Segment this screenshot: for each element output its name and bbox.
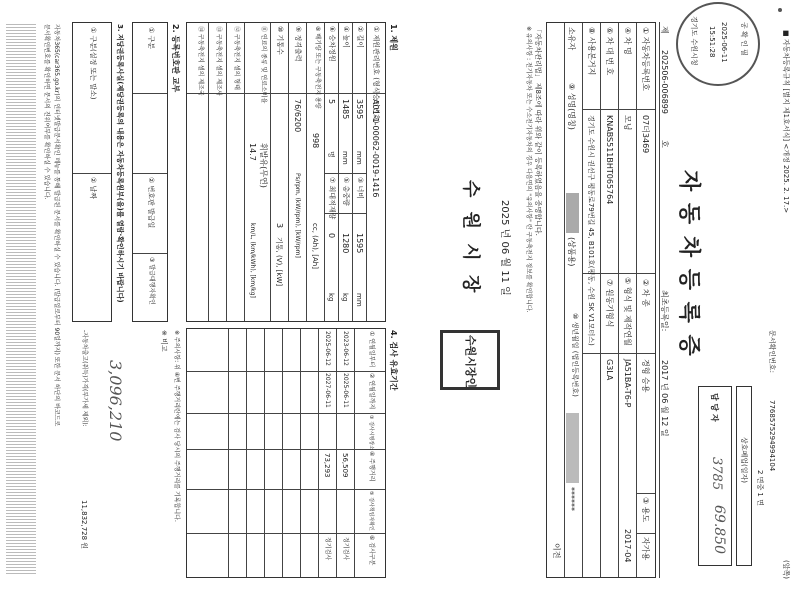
approval-value: A01-1-00062-0019-1416 xyxy=(371,99,380,198)
load-label: ⑦ 최대적재량 xyxy=(328,177,336,220)
displacement-value: 998 xyxy=(311,133,320,149)
capacity-value: 5 xyxy=(327,99,336,105)
plate-table xyxy=(132,22,168,322)
notice-line: ※ 유의사항 : 전기자동차 또는 수소전기자동차의 경우 다음면의 "유의사항" 란 구동축전지 정보를 확인합니다. xyxy=(525,26,532,313)
weight-label: ⑤ 총중량 xyxy=(342,177,350,206)
width-value: 1595 xyxy=(355,233,364,254)
assignee-code: 3785 xyxy=(709,457,724,491)
closure-stamp-text: 상호폐업(일자) xyxy=(740,437,748,484)
vin-value: KNABS511BHT065764 xyxy=(605,115,614,205)
unit-mm: mm xyxy=(355,293,363,307)
form-label: ⑤ 형식 및 제작연월 xyxy=(623,277,632,346)
section2-title: 2. 등록번호판 교부 xyxy=(171,24,180,93)
height-label: ④ 높이 xyxy=(342,26,350,49)
cylinders-label: ⑩ 기통수 xyxy=(276,26,284,55)
unit-mm: mm xyxy=(355,151,363,165)
barcode-strip xyxy=(6,24,36,576)
type-value: 경형 승용 xyxy=(641,359,650,393)
engine-value: G3LA xyxy=(605,359,614,381)
insp-col-kind: ⑥ 검사구분 xyxy=(368,535,375,566)
insp-row2-mileage: 73,293 xyxy=(323,453,331,478)
birth-value: ****** xyxy=(567,487,576,511)
price-label: -자동차출고(취득)가격(부가세 제외): xyxy=(81,330,88,427)
weight-value: 1280 xyxy=(341,233,350,254)
insp-row2-to: 2027-06-11 xyxy=(324,373,331,408)
spec-title: 1. 제원 xyxy=(389,24,398,51)
mortgage-col-kind: ① 구분(설정 또는 말소) xyxy=(89,27,97,100)
reg-no-label: 제 xyxy=(660,26,669,34)
mortgage-col-date: ② 날짜 xyxy=(89,177,97,200)
spec-table xyxy=(186,22,386,322)
type-label: ② 차 종 xyxy=(641,279,650,307)
page-info: 2 면중 1 면 xyxy=(756,470,764,506)
unit-kg: kg xyxy=(341,293,349,302)
section4-title: 4. 검사 유효기간 xyxy=(389,330,398,391)
insp-col-mileage: ④ 주행거리 xyxy=(368,451,375,482)
redacted-block xyxy=(566,193,579,233)
location-value: 경기도 수원시 권선구 평동로79번길 45, B101호(평동, 수원 SK V1모터스) xyxy=(587,115,595,346)
assignee-sign: 69.850 xyxy=(711,505,727,554)
fuel-label: ⑪ 연료의 종류 및 연료소비율 xyxy=(260,26,267,104)
document-title: 자 동 차 등 록 증 xyxy=(676,170,701,358)
vin-label: ⑥ 차 대 번 호 xyxy=(605,27,614,76)
insp-row2-from: 2025-06-12 xyxy=(324,331,331,366)
closure-stamp xyxy=(736,386,752,566)
engine-label: ⑦ 원동기형식 xyxy=(605,279,614,328)
fuel-value: 휘발유(무연) xyxy=(259,143,268,188)
receipt-stamp xyxy=(676,2,760,86)
birth-label: ⑩ 생년월일 (법인등록번호) xyxy=(571,313,579,397)
insp-row1-from: 2023-06-12 xyxy=(342,331,349,366)
insp-col-officer: ⑤ 검사책임자확인 xyxy=(368,491,374,531)
efficiency-value: 14.7 xyxy=(248,143,257,161)
battery-country-label: ⑭ 구동축전지 셀의 제조국 xyxy=(197,26,204,96)
first-reg-date: 2017 년 06 월 12 일 xyxy=(660,360,669,437)
insp-row2-kind: 정기검사 xyxy=(324,537,331,561)
battery-type-label: ⑫ 구동축전지 셀의 형태 xyxy=(233,26,240,90)
length-label: ② 길이 xyxy=(356,26,364,49)
section3-title: 3. 저당권등록사실(제당권등록의 내용은 자동차등록원부(을)를 열람·확인하시기 바랍니다) xyxy=(116,24,124,303)
inspection-table xyxy=(186,328,386,578)
receipt-stamp-line2: 경기도 수원시청 xyxy=(690,16,698,66)
issue-no-label: 문서확인번호: xyxy=(768,330,776,373)
seal-text: 수원시장인 xyxy=(464,335,477,389)
main-info-table xyxy=(546,22,656,578)
inspection-remark: ※ 비고 xyxy=(160,330,168,352)
bottom-note: 자동차365(car365.go.kr)의 인터넷발급문서확인 메뉴를 통해 발급된 문서를 확인하실 수 있습니다. (발급일로부터 90일까지) 또한 문서 하단의 바코드로 xyxy=(53,24,60,427)
length-value: 3595 xyxy=(355,99,364,120)
origin-label: 이전 xyxy=(552,543,561,559)
price-value: 11,832,728 원 xyxy=(80,500,88,550)
approval-label: ① 제원관리번호 (형식승인번호) xyxy=(372,26,380,124)
power-value: 76/6200 xyxy=(293,99,302,133)
width-label: ③ 너비 xyxy=(356,177,364,200)
issue-date: 2025 년 06 월 11 일 xyxy=(499,200,510,296)
receipt-stamp-date: 2025-06-11 xyxy=(720,22,728,63)
plate-col-kind: ① 구분 xyxy=(147,27,155,50)
page-info-right: (앞쪽) xyxy=(782,560,790,579)
displacement-label: ⑧ 배기량 또는 구동축전지 용량 xyxy=(314,26,321,109)
issuer-label: 수 원 시 장 xyxy=(460,180,481,297)
location-label: ⑧ 사용본거지 xyxy=(587,27,596,76)
unit-kg: kg xyxy=(327,293,335,302)
insp-col-from: ① 연월일부터 xyxy=(368,331,375,368)
power-unit: Ps/rpm, (kW/rpm), [kW/rpm] xyxy=(294,173,301,258)
insp-row1-mileage: 56,509 xyxy=(341,453,349,478)
unit-person: 명 xyxy=(327,151,335,158)
receipt-stamp-line1: 공 확 인 필 xyxy=(740,22,748,56)
form-value: JA51BA-T6-P xyxy=(623,359,632,408)
use-label: ③ 용도 xyxy=(641,497,650,523)
handwritten-price: 3,096,210 xyxy=(106,360,125,442)
name-label: ⑨ 성명(명칭) xyxy=(567,83,576,130)
efficiency-unit: km/L, (km/kWh), [km/kg] xyxy=(249,223,256,298)
receipt-stamp-time: 15:51:28 xyxy=(708,26,716,58)
car-no: 07더3469 xyxy=(641,115,650,154)
redacted-birth xyxy=(566,413,579,483)
inspection-note: ※ 주의사항: 위 ④번 주행거리란에는 검사 당시의 주행거리를 기록합니다. xyxy=(173,330,180,522)
model-label: ④ 차 명 xyxy=(623,27,632,55)
year-value: 2017-04 xyxy=(623,529,632,563)
displacement-unit: cc, (Ah), [Ah] xyxy=(311,223,319,269)
mortgage-table xyxy=(72,22,112,322)
model-value: 모닝 xyxy=(623,115,632,131)
battery-maker-label: ⑬ 구동축전지 셀의 제조사 xyxy=(215,26,222,96)
capacity-label: ⑥ 승차정원 xyxy=(328,26,336,62)
issue-no: 7768575294994104 xyxy=(768,400,776,472)
insp-row1-to: 2025-06-11 xyxy=(342,373,349,408)
regulation-line: ■ 자동차등록규칙 [별지 제1호서식] <개정 2025. 2. 17.> xyxy=(782,30,790,214)
name-value: (상품용) xyxy=(567,237,576,267)
use-value: 자가용 xyxy=(641,537,650,561)
reg-no-value: 202506-006899 xyxy=(660,50,669,114)
insp-row1-kind: 정기검사 xyxy=(342,537,349,561)
owner-label: 소유자 xyxy=(567,27,576,51)
plate-col-agent: ③ 발급대행자확인 xyxy=(148,257,155,305)
first-reg-label: 최초등록일: xyxy=(660,290,669,332)
official-seal xyxy=(440,330,500,390)
height-value: 1485 xyxy=(341,99,350,120)
insp-col-place: ③ 검사시행장소 xyxy=(368,415,374,451)
car-no-label: ① 자동차등록번호 xyxy=(641,27,650,91)
plate-col-date: ② 번호판 발급일 xyxy=(147,177,155,229)
cylinders-unit: 기통, (V), [kW] xyxy=(275,237,283,287)
load-value: 0 xyxy=(327,233,336,239)
reg-no-suffix: 호 xyxy=(660,140,669,148)
power-label: ⑨ 정격출력 xyxy=(294,26,302,62)
unit-mm: mm xyxy=(341,151,349,165)
bottom-note: 문서확인번호를 확인하면 문서의 진위여부를 확인하실 수 있습니다. xyxy=(43,24,50,200)
insp-col-to: ② 연월일까지 xyxy=(368,373,375,410)
notice-line: 「자동차관리법」 제8조에 따라 위와 같이 등록하였음을 증명합니다. xyxy=(534,26,542,236)
assignee-label: 담 당 자 xyxy=(710,393,719,422)
assignee-box xyxy=(698,386,732,566)
cylinders-value: 3 xyxy=(275,223,284,229)
